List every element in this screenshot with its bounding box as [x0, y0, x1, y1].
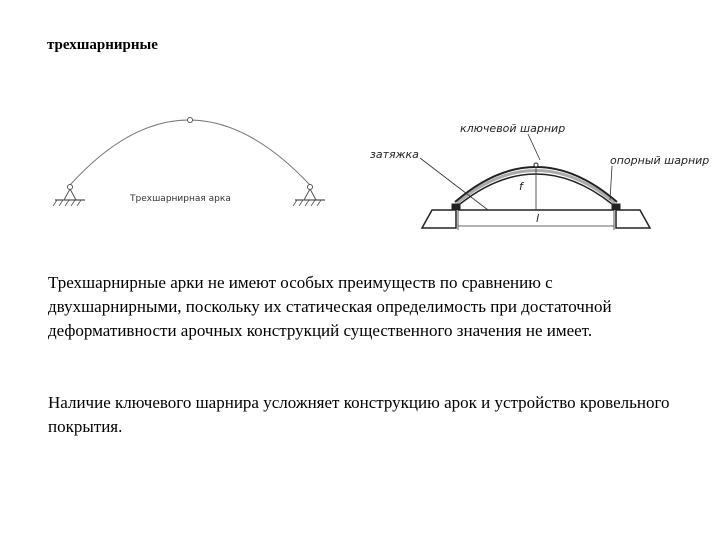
label-support-hinge: опорный шарнир: [610, 154, 710, 167]
slide-title: трехшарнирные: [47, 37, 158, 53]
key-hinge-icon: [534, 163, 538, 167]
left-support-icon: [53, 185, 85, 207]
label-tie: затяжка: [370, 148, 419, 161]
label-f: f: [519, 180, 523, 193]
right-support-block: [616, 210, 650, 228]
label-l: l: [536, 212, 540, 225]
paragraph-1: Трехшарнирные арки не имеют особых преимуществ по сравнению с двухшарнирными, поскольку их статическая определимость при достаточной деформативности арочных конструкций существенного значения не имеет.: [48, 273, 612, 340]
right-support-icon: [293, 185, 325, 207]
label-key-hinge: ключевой шарнир: [460, 122, 566, 135]
arch-caption: Трехшарнирная арка: [130, 194, 231, 204]
arch-curve: [70, 120, 310, 185]
arch-with-tie-diagram: [360, 110, 720, 240]
left-support-block: [422, 210, 456, 228]
crown-hinge-icon: [188, 118, 193, 123]
three-hinged-arch-diagram: [40, 95, 340, 225]
paragraph-2: Наличие ключевого шарнира усложняет конструкцию арок и устройство кровельного покрытия.: [48, 393, 670, 436]
